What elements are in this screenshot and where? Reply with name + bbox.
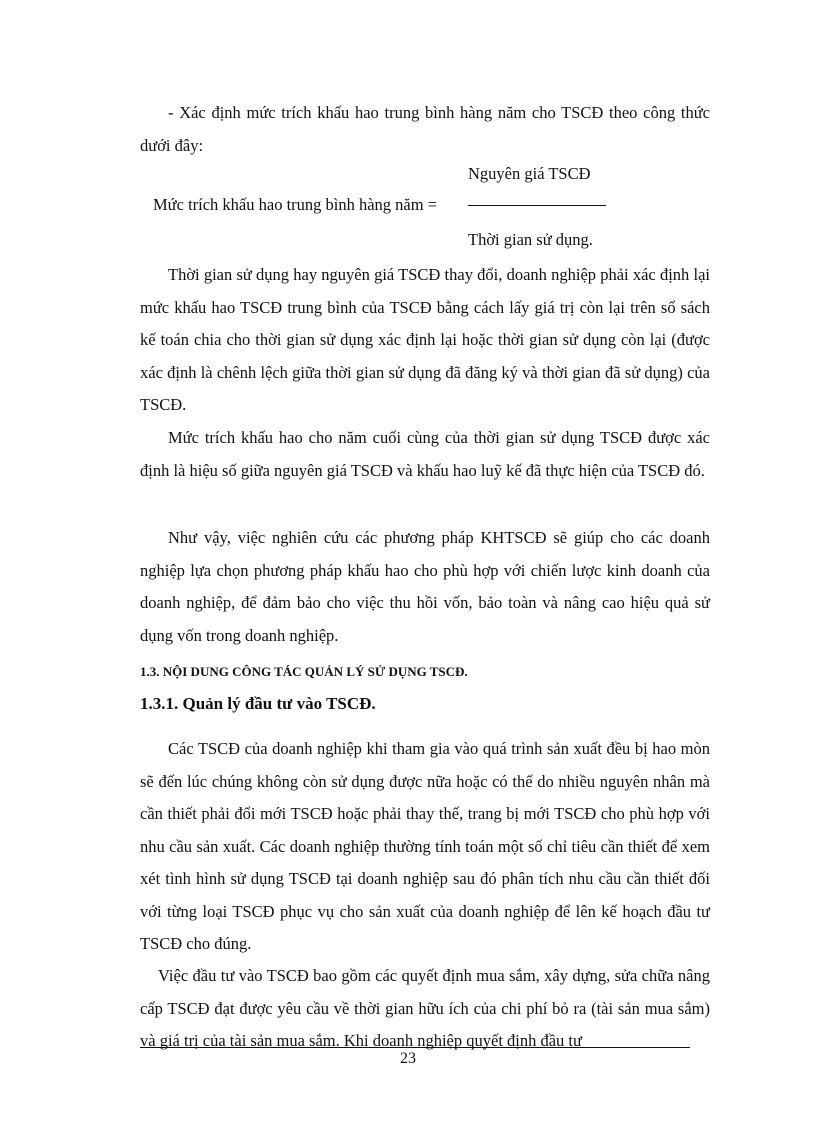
section-heading: 1.3. NỘI DUNG CÔNG TÁC QUẢN LÝ SỬ DỤNG TSCĐ.: [140, 664, 468, 679]
formula-numerator: Nguyên giá TSCĐ: [468, 164, 591, 183]
intro-paragraph: - Xác định mức trích khấu hao trung bình hàng năm cho TSCĐ theo công thức dưới đây:: [140, 103, 710, 155]
paragraph-useful-life-change: Thời gian sử dụng hay nguyên giá TSCĐ thay đổi, doanh nghiệp phải xác định lại mức khấu hao TSCĐ trung bình của TSCĐ bằng cách lấy giá trị còn lại trên sổ sách kế toán chia cho thời gian sử dụng xác định lại hoặc thời gian sử dụng còn lại (được xác định là chênh lệch giữa thời gian sử dụng đã đăng ký và thời gian đã sử dụng) của TSCĐ.: [140, 265, 710, 414]
subsection-heading: 1.3.1. Quản lý đầu tư vào TSCĐ.: [140, 694, 376, 713]
paragraph-conclusion: Như vậy, việc nghiên cứu các phương pháp KHTSCĐ sẽ giúp cho các doanh nghiệp lựa chọn phương pháp khấu hao cho phù hợp với chiến lược kinh doanh của doanh nghiệp, để đảm bảo cho việc thu hồi vốn, bảo toàn và nâng cao hiệu quả sử dụng vốn trong doanh nghiệp.: [140, 528, 710, 645]
formula-lhs: Mức trích khấu hao trung bình hàng năm =: [153, 195, 438, 214]
paragraph-investment-needs: Các TSCĐ của doanh nghiệp khi tham gia vào quá trình sản xuất đều bị hao mòn sẽ đến lúc chúng không còn sử dụng được nữa hoặc có thể do nhiều nguyên nhân mà cần thiết phải đổi mới TSCĐ hoặc phải thay thế, trang bị mới TSCĐ cho phù hợp với nhu cầu sản xuất. Các doanh nghiệp thường tính toán một số chỉ tiêu cần thiết để xem xét tình hình sử dụng TSCĐ tại doanh nghiệp sau đó phân tích nhu cầu cần thiết đối với từng loại TSCĐ phục vụ cho sản xuất của doanh nghiệp để lên kế hoạch đầu tư TSCĐ cho đúng.: [140, 739, 710, 953]
footer-divider: [140, 1047, 690, 1048]
paragraph-final-year: Mức trích khấu hao cho năm cuối cùng của thời gian sử dụng TSCĐ được xác định là hiệu số giữa nguyên giá TSCĐ và khấu hao luỹ kế đã thực hiện của TSCĐ đó.: [140, 428, 710, 480]
formula-denominator: Thời gian sử dụng.: [468, 230, 593, 249]
page-number: 23: [400, 1050, 416, 1067]
depreciation-formula: [153, 162, 623, 257]
paragraph-investment-decisions: Việc đầu tư vào TSCĐ bao gồm các quyết định mua sắm, xây dựng, sửa chữa nâng cấp TSCĐ đạt được yêu cầu về thời gian hữu ích của chi phí bỏ ra (tài sản mua sắm) và giá trị của tài sản mua sắm. Khi doanh nghiệp quyết định đầu tư: [140, 966, 710, 1050]
fraction-bar: [468, 205, 606, 206]
